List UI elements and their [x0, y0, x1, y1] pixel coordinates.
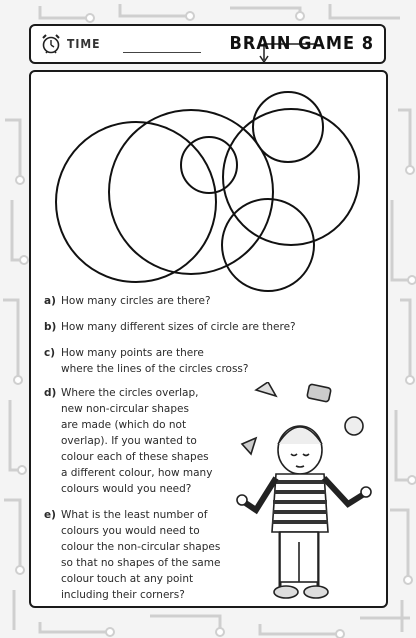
diagram-circle-large-center — [109, 110, 273, 274]
question-text-line: colours you would need to — [61, 525, 200, 537]
diagram-circle-large-left — [56, 122, 216, 282]
question-text-line: How many circles are there? — [61, 295, 211, 307]
question-text-line: How many points are there — [61, 347, 204, 359]
overlapping-circles-diagram — [31, 72, 386, 292]
question-text-line: colour touch at any point — [61, 573, 194, 585]
question-text-line: new non-circular shapes — [61, 403, 189, 415]
alarm-clock-icon — [39, 32, 63, 56]
time-entry-line — [123, 52, 201, 53]
question-text-line: colour the non-circular shapes — [61, 541, 221, 553]
question-text-line: are made (which do not — [61, 419, 187, 431]
page-title: BRAIN GAME 8 — [229, 33, 374, 54]
question-d — [44, 385, 213, 497]
question-a — [44, 293, 211, 309]
question-text-line: so that no shapes of the same — [61, 557, 221, 569]
question-label: d) — [44, 387, 57, 399]
question-label: b) — [44, 321, 57, 333]
question-text-line: How many different sizes of circle are there? — [61, 321, 296, 333]
question-text-line: overlap). If you wanted to — [61, 435, 197, 447]
header-bar — [29, 24, 386, 64]
juggling-child-illustration — [236, 382, 381, 607]
diagram-circle-small-center — [181, 137, 237, 193]
question-text-line: colour each of these shapes — [61, 451, 209, 463]
question-label: c) — [44, 347, 56, 359]
question-label: e) — [44, 509, 56, 521]
question-text-line: a different colour, how many — [61, 467, 213, 479]
question-e — [44, 507, 221, 603]
question-text-line: where the lines of the circles cross? — [61, 363, 249, 375]
question-text-line: including their corners? — [61, 589, 185, 601]
question-text-line: What is the least number of — [61, 509, 208, 521]
time-label: TIME — [67, 37, 101, 51]
question-label: a) — [44, 295, 56, 307]
question-c — [44, 345, 249, 377]
puzzle-panel — [29, 70, 388, 608]
diagram-circle-medium-right — [223, 109, 359, 245]
question-text-line: colours would you need? — [61, 483, 192, 495]
diagram-circle-top-right — [253, 92, 323, 162]
question-b — [44, 319, 296, 335]
question-text-line: Where the circles overlap, — [61, 387, 199, 399]
